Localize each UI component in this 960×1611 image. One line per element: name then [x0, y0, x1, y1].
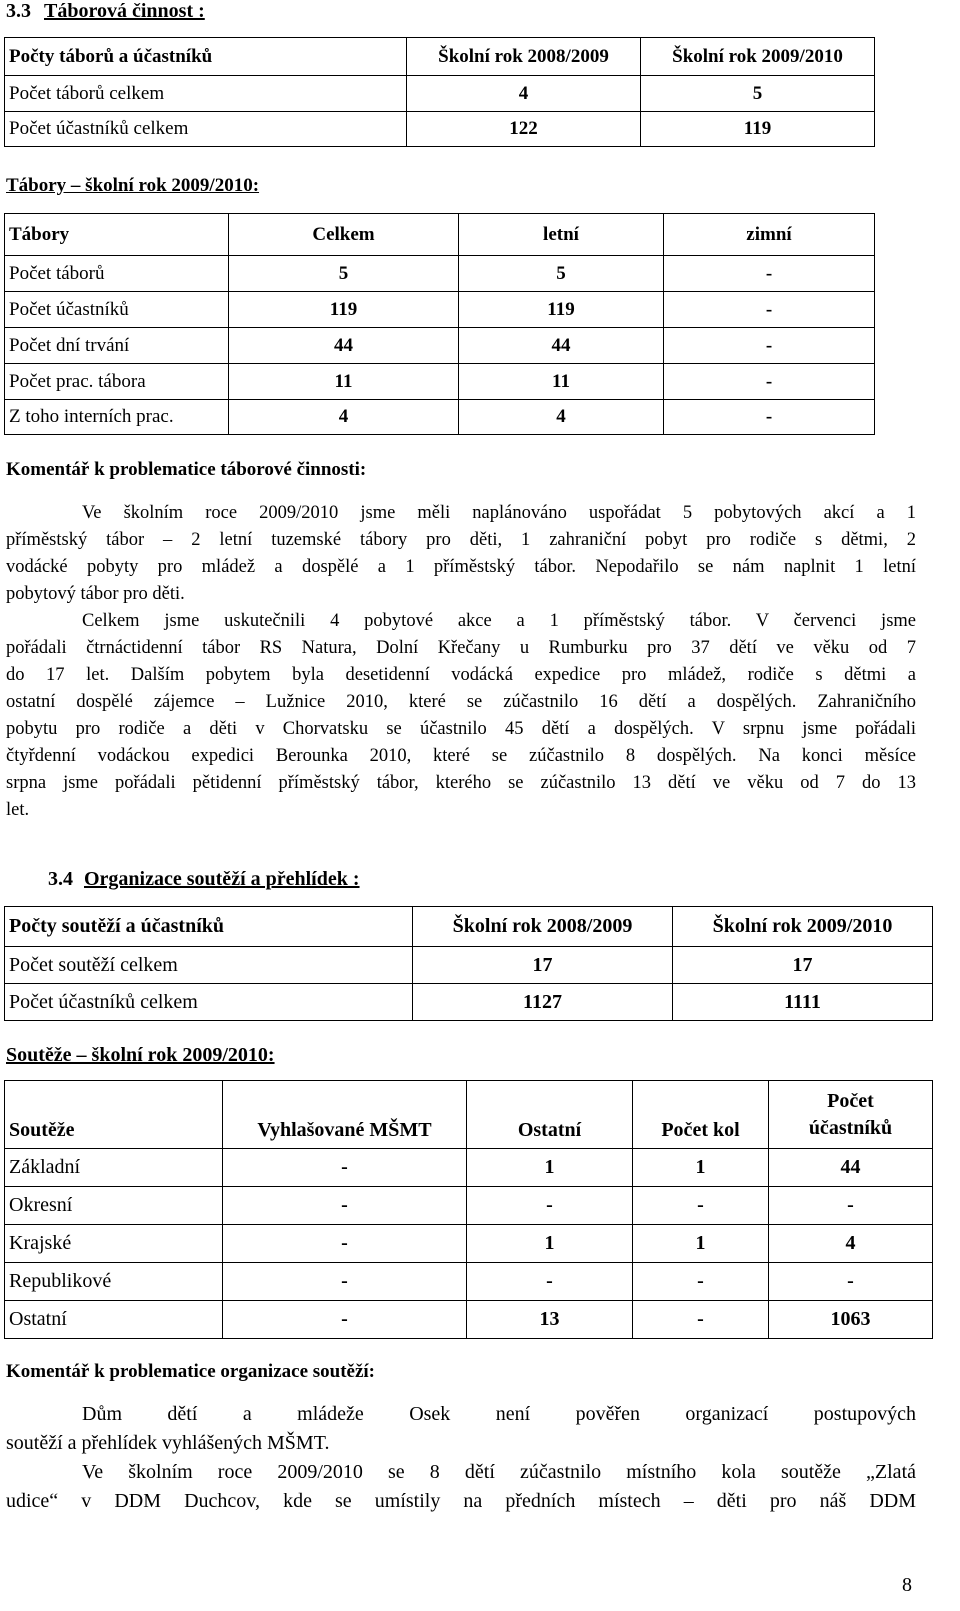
- row-label: Počet prac. tábora: [5, 364, 229, 400]
- header-cell-participants: [769, 1081, 933, 1149]
- row-label: Počet účastníků celkem: [5, 112, 407, 147]
- row-label: Okresní: [5, 1187, 223, 1225]
- row-label: Republikové: [5, 1263, 223, 1301]
- cell: 44: [459, 328, 664, 364]
- table-header-row: [5, 1081, 933, 1149]
- table-header-row: [5, 907, 933, 947]
- text-line: Celkem jsme uskutečnili 4 pobytové akce a 1 příměstský tábor. V červenci jsme: [82, 611, 916, 631]
- cell: 44: [229, 328, 459, 364]
- competitions-comment-paragraph: [6, 1400, 916, 1516]
- row-label: Počet táborů: [5, 256, 229, 292]
- competitions-comment-heading: Komentář k problematice organizace soutěží:: [6, 1361, 376, 1382]
- cell: 119: [641, 112, 875, 147]
- cell: -: [664, 256, 875, 292]
- row-label: Počet dní trvání: [5, 328, 229, 364]
- cell: -: [223, 1225, 467, 1263]
- cell: -: [769, 1187, 933, 1225]
- table-row: [5, 1187, 933, 1225]
- header-cell: Školní rok 2008/2009: [407, 38, 641, 76]
- camps-subheading: Tábory – školní rok 2009/2010:: [6, 175, 260, 196]
- cell: -: [769, 1263, 933, 1301]
- cell: 17: [413, 947, 673, 984]
- table-row: [5, 947, 933, 984]
- text-line: do 17 let. Dalším pobytem byla desetidenní vodácká expedice pro mládež, rodiče s dětmi a: [6, 665, 916, 685]
- cell: 5: [641, 76, 875, 112]
- camps-detail-table: [4, 213, 875, 435]
- camps-comment-paragraph: [6, 500, 916, 824]
- cell: -: [633, 1301, 769, 1339]
- section-3-3-heading: [6, 0, 205, 23]
- header-cell: Počty soutěží a účastníků: [5, 907, 413, 947]
- row-label: Počet účastníků celkem: [5, 984, 413, 1021]
- cell: -: [223, 1263, 467, 1301]
- text-line: příměstský tábor – 2 letní tuzemské tábory pro děti, 1 zahraniční pobyt pro rodiče s dětmi, 2: [6, 530, 916, 550]
- table-row: [5, 364, 875, 400]
- text-line: Ve školním roce 2009/2010 jsme měli naplánováno uspořádat 5 pobytových akcí a 1: [82, 503, 916, 523]
- cell: 5: [459, 256, 664, 292]
- text-line: Ve školním roce 2009/2010 se 8 dětí zúčastnilo místního kola soutěže „Zlatá: [82, 1461, 916, 1483]
- table-row: [5, 112, 875, 147]
- cell: -: [223, 1149, 467, 1187]
- competitions-summary-table: [4, 906, 933, 1021]
- cell: -: [664, 292, 875, 328]
- cell: 1: [633, 1225, 769, 1263]
- table-row: [5, 292, 875, 328]
- cell: 11: [229, 364, 459, 400]
- table-row: [5, 76, 875, 112]
- cell: 119: [229, 292, 459, 328]
- camps-comment-heading: Komentář k problematice táborové činnosti:: [6, 459, 367, 480]
- header-cell: Soutěže: [5, 1081, 223, 1149]
- text-line: pořádali čtrnáctidenní tábor RS Natura, Dolní Křečany u Rumburku pro 37 dětí ve věku od 7: [6, 638, 916, 658]
- text-line: pobytu pro rodiče a děti v Chorvatsku se účastnilo 45 dětí a dospělých. V srpnu jsme pořádali: [6, 719, 916, 739]
- row-label: Z toho interních prac.: [5, 400, 229, 435]
- cell: 11: [459, 364, 664, 400]
- text-line: pobytový tábor pro děti.: [6, 584, 185, 604]
- header-cell: Ostatní: [467, 1081, 633, 1149]
- cell: 4: [769, 1225, 933, 1263]
- text-line: let.: [6, 800, 30, 820]
- cell: 1: [467, 1225, 633, 1263]
- cell: 1127: [413, 984, 673, 1021]
- header-line: Počet: [827, 1090, 874, 1112]
- section-3-4-heading: [48, 868, 360, 891]
- header-cell: Tábory: [5, 214, 229, 256]
- cell: -: [467, 1263, 633, 1301]
- table-row: [5, 1225, 933, 1263]
- cell: -: [633, 1263, 769, 1301]
- text-line: vodácké pobyty pro mládež a dospělé a 1 příměstský tábor. Nepodařilo se nám naplnit 1 letní: [6, 557, 916, 577]
- competitions-subheading: Soutěže – školní rok 2009/2010:: [6, 1044, 275, 1066]
- table-header-row: [5, 214, 875, 256]
- cell: 122: [407, 112, 641, 147]
- row-label: Krajské: [5, 1225, 223, 1263]
- text-line: čtyřdenní vodáckou expedici Berounka 2010, které se zúčastnilo 8 dospělých. Na konci měsíce: [6, 746, 916, 766]
- cell: -: [223, 1301, 467, 1339]
- camps-summary-table: [4, 37, 875, 147]
- table-row: [5, 1149, 933, 1187]
- header-cell: Školní rok 2008/2009: [413, 907, 673, 947]
- header-cell: Školní rok 2009/2010: [641, 38, 875, 76]
- row-label: Základní: [5, 1149, 223, 1187]
- cell: 4: [407, 76, 641, 112]
- row-label: Počet táborů celkem: [5, 76, 407, 112]
- header-cell: zimní: [664, 214, 875, 256]
- text-line: Dům dětí a mládeže Osek není pověřen organizací postupových: [82, 1403, 916, 1425]
- cell: -: [664, 400, 875, 435]
- header-cell: Počet kol: [633, 1081, 769, 1149]
- cell: 44: [769, 1149, 933, 1187]
- cell: 5: [229, 256, 459, 292]
- table-row: [5, 1301, 933, 1339]
- cell: 4: [229, 400, 459, 435]
- cell: -: [223, 1187, 467, 1225]
- cell: 17: [673, 947, 933, 984]
- cell: -: [467, 1187, 633, 1225]
- row-label: Počet soutěží celkem: [5, 947, 413, 984]
- competitions-detail-table: [4, 1080, 933, 1339]
- page-number: 8: [902, 1574, 912, 1596]
- row-label: Ostatní: [5, 1301, 223, 1339]
- cell: 4: [459, 400, 664, 435]
- header-cell: Počty táborů a účastníků: [5, 38, 407, 76]
- cell: 1: [633, 1149, 769, 1187]
- text-line: srpna jsme pořádali pětidenní příměstský tábor, kterého se zúčastnilo 13 dětí ve věku od 7 do 13: [6, 773, 916, 793]
- cell: 1: [467, 1149, 633, 1187]
- section-title: Organizace soutěží a přehlídek :: [84, 868, 360, 890]
- cell: 1063: [769, 1301, 933, 1339]
- text-line: udice“ v DDM Duchcov, kde se umístily na předních místech – děti pro náš DDM: [6, 1490, 916, 1512]
- header-line: účastníků: [808, 1117, 893, 1139]
- table-row: [5, 400, 875, 435]
- table-row: [5, 984, 933, 1021]
- header-cell: Celkem: [229, 214, 459, 256]
- section-number: 3.4: [48, 868, 73, 890]
- header-cell: Vyhlašované MŠMT: [223, 1081, 467, 1149]
- table-row: [5, 256, 875, 292]
- text-line: ostatní dospělé zájemce – Lužnice 2010, které se zúčastnilo 16 dětí a dospělých. Zahraničního: [6, 692, 916, 712]
- cell: 13: [467, 1301, 633, 1339]
- cell: 1111: [673, 984, 933, 1021]
- header-cell: letní: [459, 214, 664, 256]
- table-row: [5, 328, 875, 364]
- row-label: Počet účastníků: [5, 292, 229, 328]
- header-cell: Školní rok 2009/2010: [673, 907, 933, 947]
- cell: -: [664, 328, 875, 364]
- table-row: [5, 1263, 933, 1301]
- cell: -: [633, 1187, 769, 1225]
- section-title: Táborová činnost :: [44, 0, 205, 22]
- text-line: soutěží a přehlídek vyhlášených MŠMT.: [6, 1432, 330, 1454]
- cell: 119: [459, 292, 664, 328]
- cell: -: [664, 364, 875, 400]
- section-number: 3.3: [6, 0, 31, 22]
- table-header-row: [5, 38, 875, 76]
